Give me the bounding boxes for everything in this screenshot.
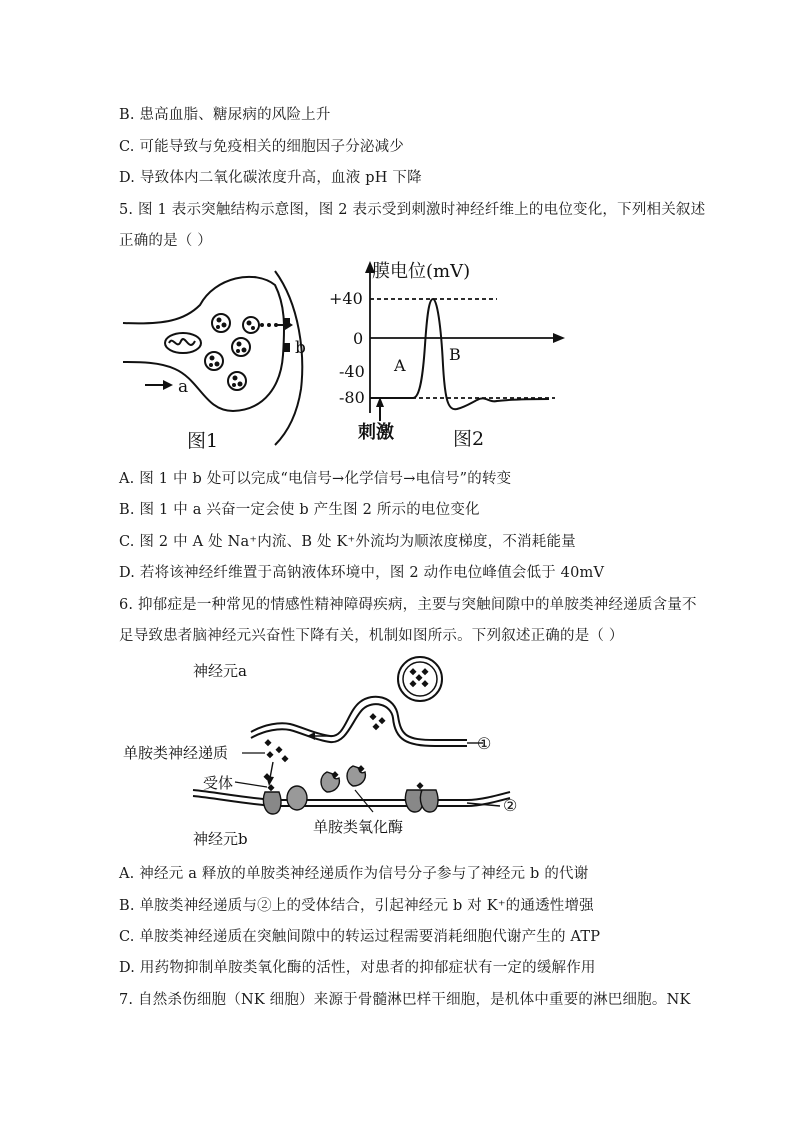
- label-a: a: [178, 377, 189, 397]
- neuron-b-label: 神经元b: [193, 830, 248, 848]
- q6-option-a: A. 神经元 a 释放的单胺类神经递质作为信号分子参与了神经元 b 的代谢: [119, 866, 589, 882]
- q6-option-b: B. 单胺类神经递质与②上的受体结合，引起神经元 b 对 K⁺的通透性增强: [119, 898, 594, 914]
- receptor-label: 受体: [203, 774, 234, 792]
- marker-1: ①: [477, 734, 492, 753]
- q6-option-c: C. 单胺类神经递质在突触间隙中的转运过程需要消耗细胞代谢产生的 ATP: [119, 929, 601, 945]
- q6-stem-line1: 6. 抑郁症是一种常见的情感性精神障碍疾病，主要与突触间隙中的单胺类神经递质含量不: [119, 597, 697, 613]
- tick-minus40: -40: [339, 362, 365, 381]
- tick-0: 0: [353, 329, 364, 348]
- marker-2: ②: [503, 796, 518, 815]
- depression-mechanism-figure: [115, 652, 535, 852]
- q5-option-d: D. 若将该神经纤维置于高钠液体环境中，图 2 动作电位峰值会低于 40mV: [119, 565, 605, 581]
- label-b: b: [295, 338, 306, 358]
- label-A: A: [394, 356, 406, 375]
- q4-option-d: D. 导致体内二氧化碳浓度升高，血液 pH 下降: [119, 170, 422, 186]
- neuron-a-label: 神经元a: [193, 662, 247, 680]
- q7-stem-line1: 7. 自然杀伤细胞（NK 细胞）来源于骨髓淋巴样干细胞，是机体中重要的淋巴细胞。NK: [119, 992, 691, 1008]
- q5-option-b: B. 图 1 中 a 兴奋一定会使 b 产生图 2 所示的电位变化: [119, 502, 480, 518]
- transmitter-label: 单胺类神经递质: [123, 744, 229, 762]
- synapse-figure-1: [115, 265, 325, 455]
- q5-option-a: A. 图 1 中 b 处可以完成“电信号→化学信号→电信号”的转变: [119, 471, 512, 487]
- membrane-potential-figure-2: [325, 255, 575, 455]
- q4-option-b: B. 患高血脂、糖尿病的风险上升: [119, 107, 331, 123]
- synaptic-vesicles: [205, 314, 259, 390]
- q5-option-c: C. 图 2 中 A 处 Na⁺内流、B 处 K⁺外流均为顺浓度梯度，不消耗能量: [119, 534, 576, 550]
- tick-minus80: -80: [339, 388, 365, 407]
- tick-plus40: +40: [329, 289, 363, 308]
- label-B: B: [449, 345, 461, 364]
- q5-stem-line2: 正确的是（ ）: [119, 233, 213, 249]
- q4-option-c: C. 可能导致与免疫相关的细胞因子分泌减少: [119, 139, 404, 155]
- enzyme-label: 单胺类氧化酶: [313, 818, 404, 836]
- fig1-caption: 图1: [187, 430, 219, 452]
- q6-stem-line2: 足导致患者脑神经元兴奋性下降有关，机制如图所示。下列叙述正确的是（ ）: [119, 628, 624, 644]
- stimulus-label: 刺激: [358, 422, 394, 443]
- q5-stem-line1: 5. 图 1 表示突触结构示意图，图 2 表示受到刺激时神经纤维上的电位变化，下列相关叙述: [119, 202, 706, 218]
- y-axis-label: 膜电位(mV): [372, 261, 471, 282]
- q6-option-d: D. 用药物抑制单胺类氧化酶的活性，对患者的抑郁症状有一定的缓解作用: [119, 960, 596, 976]
- fig2-caption: 图2: [453, 428, 485, 450]
